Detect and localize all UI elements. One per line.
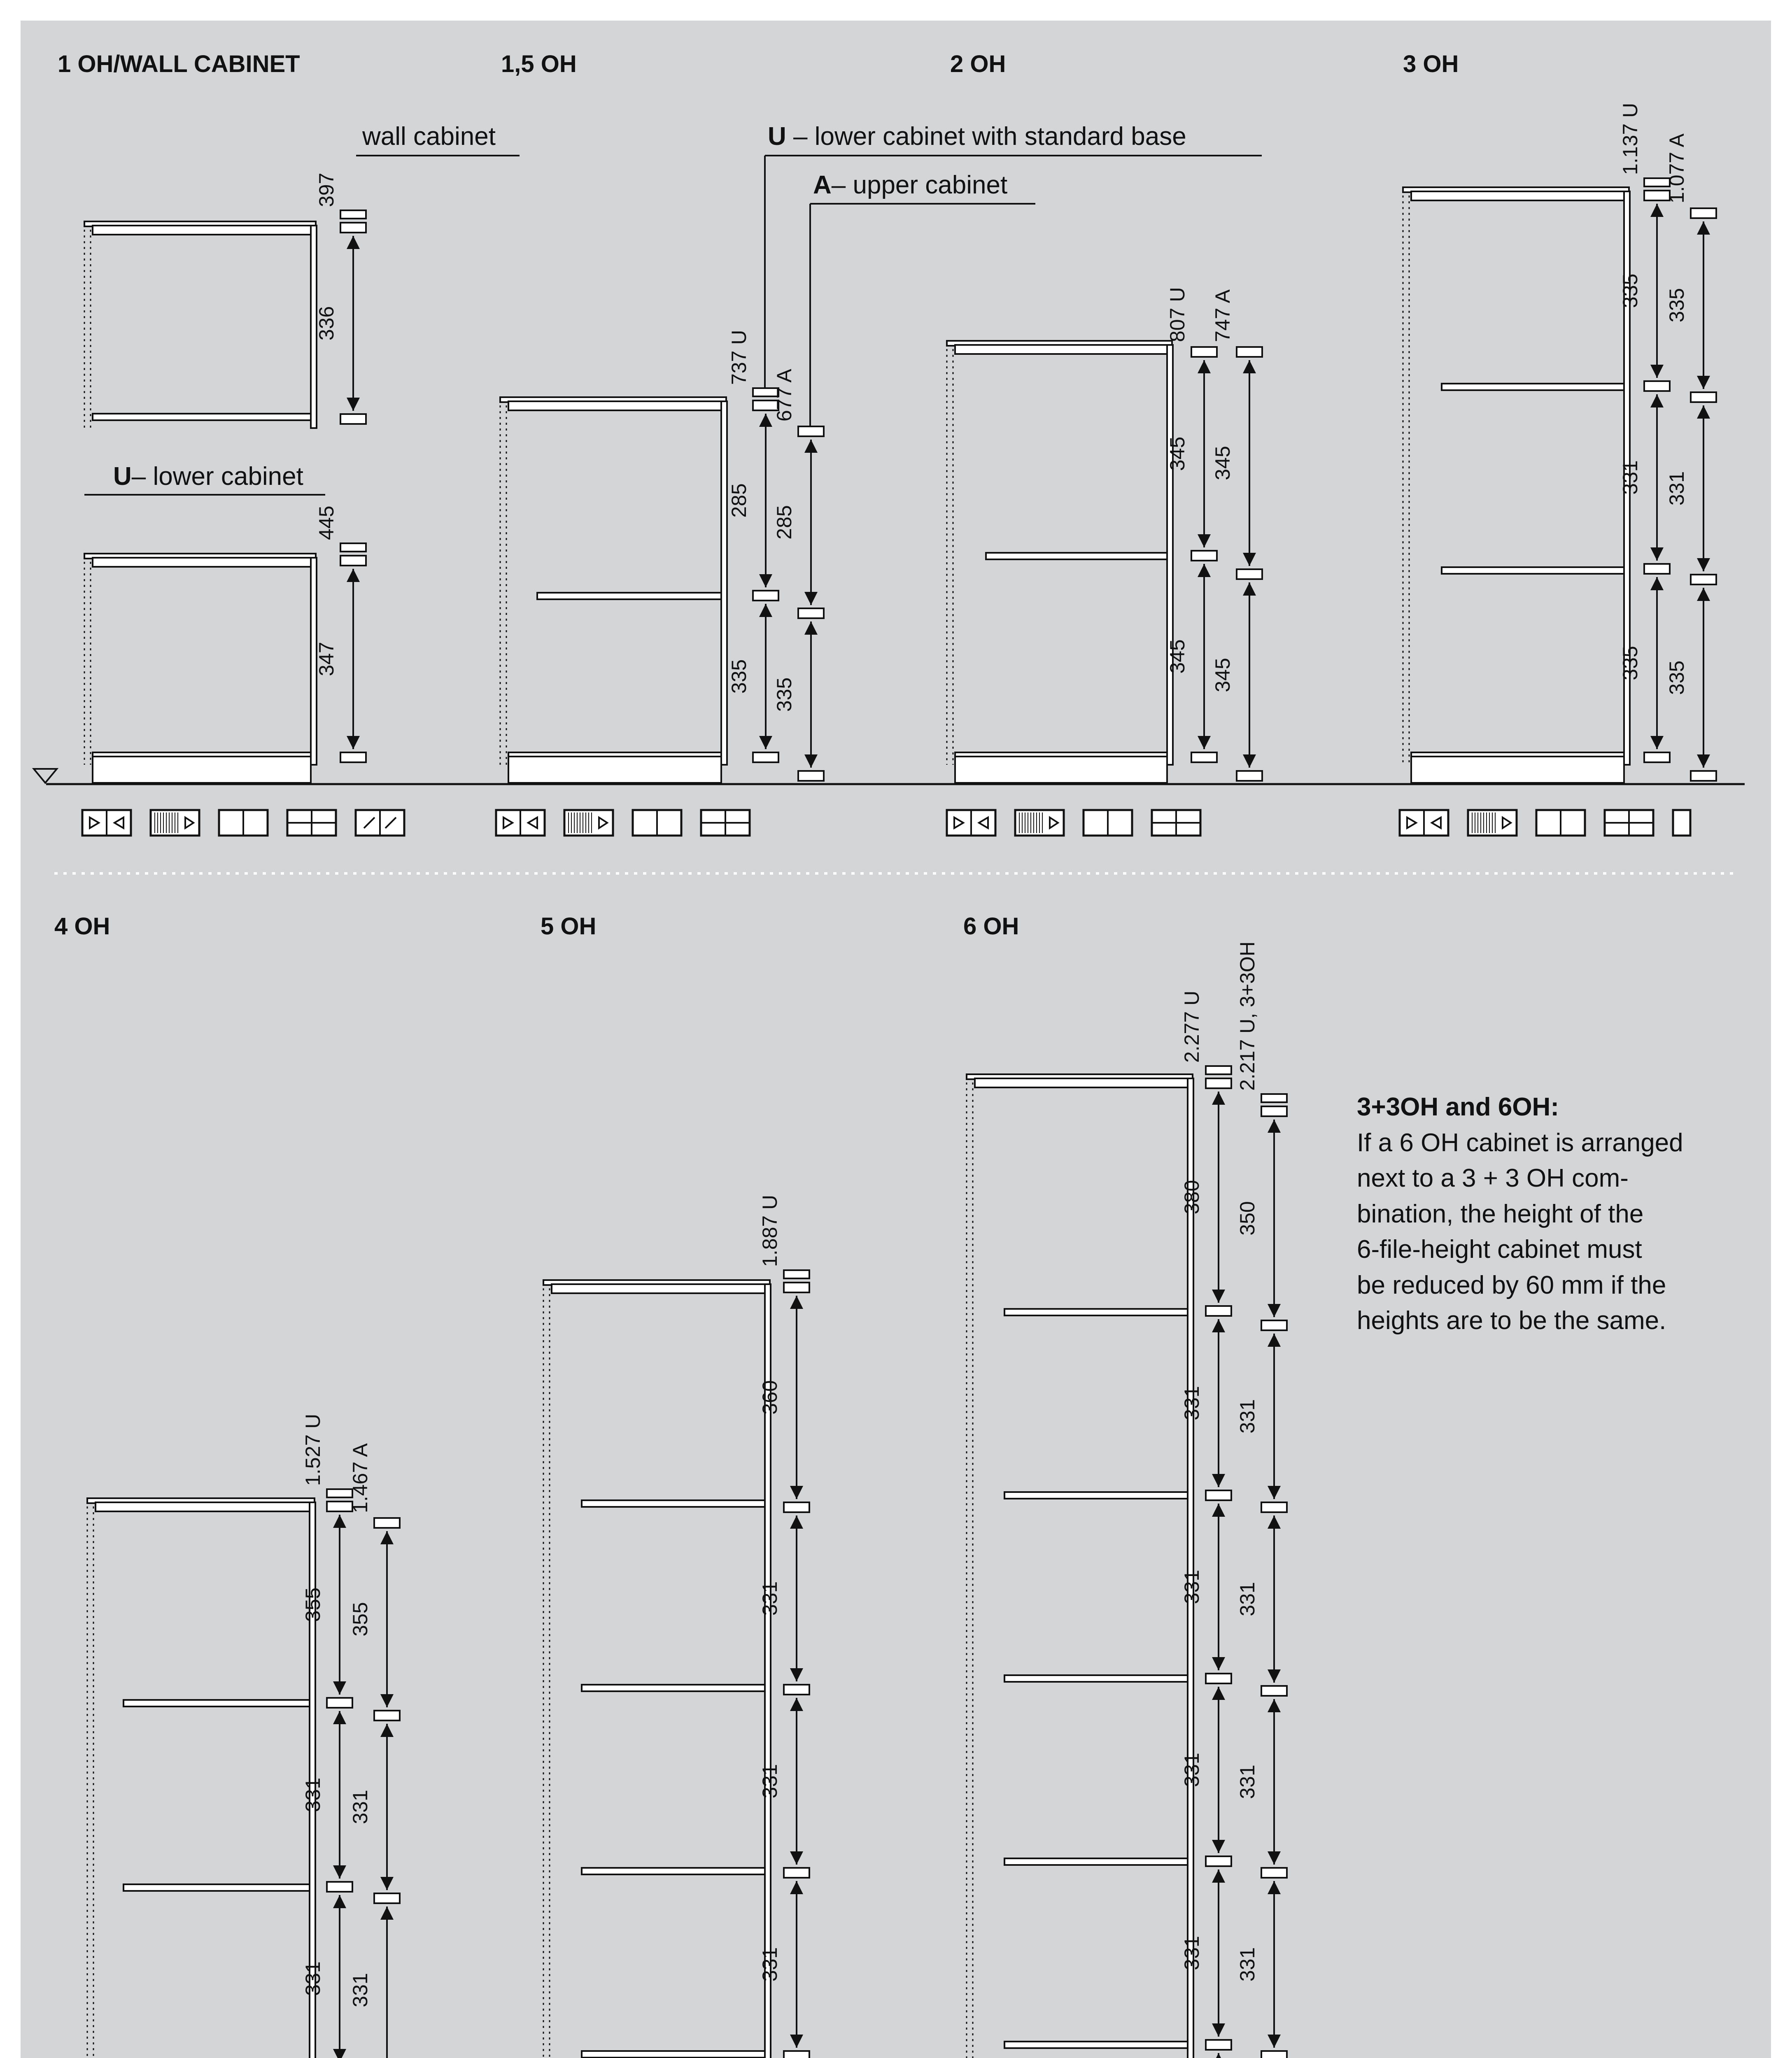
level-marker-tab	[1191, 551, 1217, 561]
level-marker-tab	[784, 1502, 809, 1512]
sliding-doors-icon	[564, 810, 613, 836]
spacing-value-label: 350	[1236, 1201, 1259, 1236]
level-marker-tab	[1261, 2051, 1287, 2058]
spacing-value-label: 331	[349, 1973, 372, 2007]
level-marker-tab	[1191, 752, 1217, 762]
level-marker-tab	[1237, 569, 1262, 579]
level-marker-tab	[1206, 1490, 1231, 1500]
open-shelf-icon	[633, 810, 681, 836]
cabinet-shelf	[1004, 1492, 1188, 1499]
cabinet-shelf	[582, 1868, 765, 1874]
spacing-value-label: 345	[1211, 446, 1234, 480]
level-marker-tab	[340, 210, 366, 219]
level-marker-tab	[1261, 1094, 1287, 1102]
cabinet-side-panel	[721, 401, 727, 765]
lower-cabinet-label: U– lower cabinet	[113, 462, 303, 491]
level-marker-tab	[784, 1283, 809, 1292]
wall-cabinet-label: wall cabinet	[362, 122, 496, 151]
spacing-value-label: 331	[1180, 1753, 1203, 1787]
spacing-value-label: 345	[1166, 436, 1189, 471]
level-marker-tab	[1691, 575, 1716, 584]
spacing-value-label: 347	[315, 642, 338, 676]
cabinet-top-board	[552, 1284, 765, 1293]
cabinet-top-board	[1411, 191, 1624, 200]
spacing-value-label: 380	[1180, 1180, 1203, 1215]
cabinet-shelf	[1442, 567, 1624, 574]
height-value-label: 747 A	[1211, 289, 1234, 342]
cabinet-top-board	[93, 226, 311, 235]
heading-1oh: 1 OH/WALL CABINET	[58, 51, 300, 77]
heading-1-5oh: 1,5 OH	[501, 51, 577, 77]
sliding-doors-icon	[151, 810, 199, 836]
level-marker-tab	[374, 1518, 400, 1528]
level-marker-tab	[753, 591, 778, 601]
level-marker-tab	[340, 556, 366, 566]
cabinet-shelf	[582, 1685, 765, 1691]
level-marker-tab	[1691, 392, 1716, 402]
height-value-label: 397	[315, 172, 338, 207]
level-marker-tab	[784, 1685, 809, 1695]
spacing-value-label: 335	[1665, 288, 1688, 323]
cabinet-shelf	[124, 1884, 310, 1891]
heading-6oh: 6 OH	[963, 913, 1019, 940]
height-value-label: 1.527 U	[301, 1413, 324, 1486]
sliding-doors-icon	[1468, 810, 1517, 836]
level-marker-tab	[1206, 1066, 1231, 1074]
drawer-icon	[1605, 810, 1653, 836]
level-marker-tab	[798, 426, 824, 436]
height-value-label: 445	[315, 505, 338, 540]
level-marker-tab	[1206, 1306, 1231, 1316]
cabinet-top-board	[96, 1502, 310, 1511]
cabinet-top-board	[93, 558, 311, 567]
height-value-label: 737 U	[727, 330, 750, 385]
level-marker-tab	[1261, 1868, 1287, 1878]
spacing-value-label: 331	[1180, 1936, 1203, 1970]
cabinet-shelf	[93, 414, 311, 420]
drawer-icon	[701, 810, 750, 836]
level-marker-tab	[1191, 347, 1217, 357]
spacing-value-label: 335	[773, 677, 796, 712]
level-marker-tab	[1206, 1078, 1231, 1088]
cabinet-shelf	[582, 1500, 765, 1507]
spacing-value-label: 345	[1211, 658, 1234, 692]
cabinet-shelf	[1442, 384, 1624, 390]
height-value-label: 2.277 U	[1180, 990, 1203, 1063]
level-marker-tab	[753, 752, 778, 762]
height-value-label: 677 A	[773, 369, 796, 421]
spacing-value-label: 331	[349, 1790, 372, 1824]
spacing-value-label: 331	[758, 1764, 781, 1799]
height-value-label: 1.887 U	[758, 1194, 781, 1267]
cabinet-top-board	[975, 1078, 1188, 1087]
open-shelf-icon	[1084, 810, 1132, 836]
note-line-1: If a 6 OH cabinet is arranged	[1357, 1129, 1683, 1157]
level-marker-tab	[1644, 381, 1670, 391]
level-marker-tab	[798, 771, 824, 781]
level-marker-tab	[1237, 347, 1262, 357]
note-line-6: heights are to be the same.	[1357, 1306, 1666, 1335]
hinged-doors-icon	[82, 810, 131, 836]
cabinet-shelf	[1004, 2042, 1188, 2048]
level-marker-tab	[1237, 771, 1262, 781]
cabinet-top-board	[955, 345, 1167, 354]
level-marker-tab	[1261, 1106, 1287, 1116]
spacing-value-label: 335	[1619, 273, 1642, 308]
cabinet-shelf	[124, 1700, 310, 1706]
level-marker-tab	[1644, 752, 1670, 762]
note-line-5: be reduced by 60 mm if the	[1357, 1271, 1666, 1299]
drawer-icon	[287, 810, 336, 836]
level-marker-tab	[798, 608, 824, 618]
lower-cabinet-standard-base-label: U – lower cabinet with standard base	[768, 122, 1186, 151]
level-marker-tab	[340, 223, 366, 233]
spacing-value-label: 331	[1619, 460, 1642, 495]
cabinet-base-plinth	[955, 757, 1167, 783]
cabinet-shelf	[1004, 1309, 1188, 1315]
bottle-icon	[356, 810, 404, 836]
note-line-4: 6-file-height cabinet must	[1357, 1235, 1642, 1264]
spacing-value-label: 360	[758, 1380, 781, 1415]
spacing-value-label: 355	[301, 1587, 324, 1622]
note-title: 3+3OH and 6OH:	[1357, 1093, 1559, 1121]
height-value-label: 1.137 U	[1619, 102, 1642, 175]
spacing-value-label: 331	[1180, 1569, 1203, 1604]
note-line-2: next to a 3 + 3 OH com-	[1357, 1164, 1629, 1192]
cabinet-shelf	[582, 2051, 765, 2058]
spacing-value-label: 285	[727, 483, 750, 518]
diagram-panel	[21, 21, 1771, 2058]
spacing-value-label: 335	[1619, 646, 1642, 680]
cabinet-side-panel	[1167, 345, 1173, 765]
cabinet-top-board	[508, 401, 721, 410]
heading-3oh: 3 OH	[1403, 51, 1459, 77]
spacing-value-label: 285	[773, 505, 796, 540]
spacing-value-label: 331	[758, 1581, 781, 1616]
cabinet-base-plinth	[1411, 757, 1624, 783]
level-marker-tab	[784, 2051, 809, 2058]
cabinet-shelf	[1004, 1858, 1188, 1865]
heading-5oh: 5 OH	[541, 913, 597, 940]
height-value-label: 2.217 U, 3+3OH	[1236, 941, 1259, 1091]
level-marker-tab	[327, 1882, 352, 1892]
level-marker-tab	[1206, 1856, 1231, 1866]
cabinet-shelf	[986, 553, 1167, 559]
open-shelf-icon	[219, 810, 268, 836]
cabinet-shelf	[1004, 1675, 1188, 1682]
spacing-value-label: 331	[1236, 1765, 1259, 1799]
spacing-value-label: 331	[301, 1961, 324, 1996]
drawer-icon	[1152, 810, 1200, 836]
level-marker-tab	[1206, 1674, 1231, 1683]
spacing-value-label: 335	[1665, 660, 1688, 695]
spacing-value-label: 345	[1166, 639, 1189, 674]
level-marker-tab	[1261, 1686, 1287, 1696]
level-marker-tab	[340, 543, 366, 552]
level-marker-tab	[1261, 1320, 1287, 1330]
level-marker-tab	[1691, 208, 1716, 218]
level-marker-tab	[374, 1893, 400, 1903]
open-shelf-icon	[1536, 810, 1585, 836]
spacing-value-label: 331	[758, 1947, 781, 1982]
spacing-value-label: 331	[301, 1777, 324, 1812]
cabinet-shelf	[537, 593, 721, 599]
spacing-value-label: 331	[1180, 1386, 1203, 1420]
single-door-icon	[1673, 810, 1690, 836]
spacing-value-label: 331	[1236, 1399, 1259, 1434]
level-marker-tab	[1261, 1502, 1287, 1512]
hinged-doors-icon	[1400, 810, 1448, 836]
heading-2oh: 2 OH	[950, 51, 1006, 77]
spacing-value-label: 336	[315, 306, 338, 341]
spacing-value-label: 355	[349, 1602, 372, 1637]
height-value-label: 807 U	[1166, 287, 1189, 342]
spacing-value-label: 335	[727, 659, 750, 694]
level-marker-tab	[784, 1868, 809, 1878]
level-marker-tab	[784, 1270, 809, 1278]
height-value-label: 1.077 A	[1665, 133, 1688, 203]
level-marker-tab	[374, 1711, 400, 1720]
level-marker-tab	[327, 1698, 352, 1708]
level-marker-tab	[340, 752, 366, 762]
spacing-value-label: 331	[1236, 1582, 1259, 1616]
height-value-label: 1.467 A	[349, 1443, 372, 1513]
hinged-doors-icon	[496, 810, 545, 836]
cabinet-base-plinth	[508, 757, 721, 783]
spacing-value-label: 331	[1665, 471, 1688, 506]
level-marker-tab	[340, 414, 366, 424]
spacing-value-label: 331	[1236, 1947, 1259, 1982]
upper-cabinet-label: A– upper cabinet	[813, 171, 1008, 199]
cabinet-base-plinth	[93, 757, 311, 783]
note-line-3: bination, the height of the	[1357, 1200, 1644, 1228]
heading-4oh: 4 OH	[54, 913, 110, 940]
hinged-doors-icon	[947, 810, 995, 836]
level-marker-tab	[1644, 564, 1670, 574]
cabinet-side-panel	[1188, 1078, 1193, 2058]
sliding-doors-icon	[1015, 810, 1064, 836]
level-marker-tab	[1691, 771, 1716, 781]
level-marker-tab	[1206, 2040, 1231, 2050]
